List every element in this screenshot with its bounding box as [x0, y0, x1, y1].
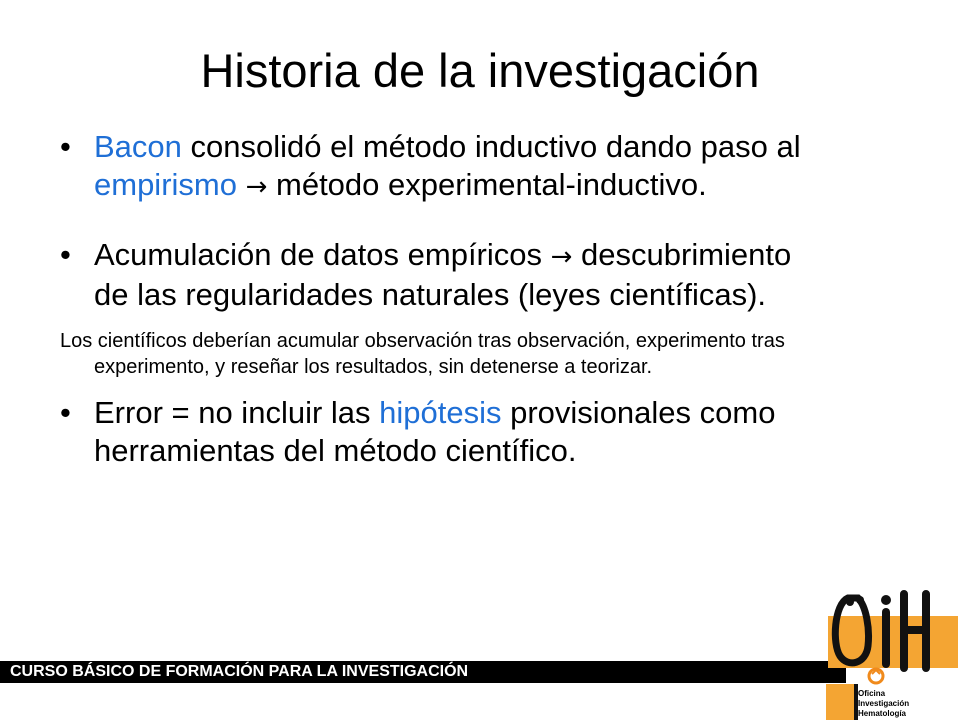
bullet-marker: • [60, 237, 71, 272]
text-segment: consolidó el método inductivo dando paso al [181, 129, 801, 164]
slide-content [60, 128, 820, 470]
logo-text [858, 689, 909, 719]
arrow-right-icon: → [550, 242, 573, 272]
highlight-hipotesis: hipótesis [379, 395, 502, 430]
text-segment: provisionales como herramientas del método científico. [94, 395, 776, 468]
bullet-text [94, 394, 820, 470]
text-segment: descubrimiento de las regularidades naturales (leyes científicas). [94, 237, 792, 312]
bullet-item [60, 236, 820, 314]
text-segment: Error = no incluir las [94, 395, 380, 430]
recycle-icon [869, 669, 883, 683]
arrow-right-icon: → [245, 172, 268, 202]
highlight-bacon: Bacon [94, 129, 182, 164]
logo-line: Hematología [858, 709, 907, 718]
logo-line: Oficina [858, 689, 886, 698]
slide-title: Historia de la investigación [200, 44, 760, 97]
bullet-marker: • [60, 129, 71, 164]
bullet-text [94, 236, 820, 314]
footer-text: CURSO BÁSICO DE FORMACIÓN PARA LA INVESTIGACIÓN [10, 663, 469, 680]
bullet-text [94, 128, 820, 206]
quote-note: Los científicos deberían acumular observación tras observación, experimento tras experimento, y reseñar los resultados, sin detenerse a teorizar. [60, 330, 785, 378]
footer-bar [0, 661, 846, 683]
text-segment [237, 167, 246, 202]
bullet-item [60, 394, 820, 470]
text-segment: método experimental-inductivo. [267, 167, 707, 202]
bullet-marker: • [60, 395, 71, 430]
bullet-item [60, 128, 820, 206]
logo-line: Investigación [858, 699, 910, 708]
text-segment: Acumulación de datos empíricos [94, 237, 551, 272]
highlight-empirismo: empirismo [94, 167, 237, 202]
